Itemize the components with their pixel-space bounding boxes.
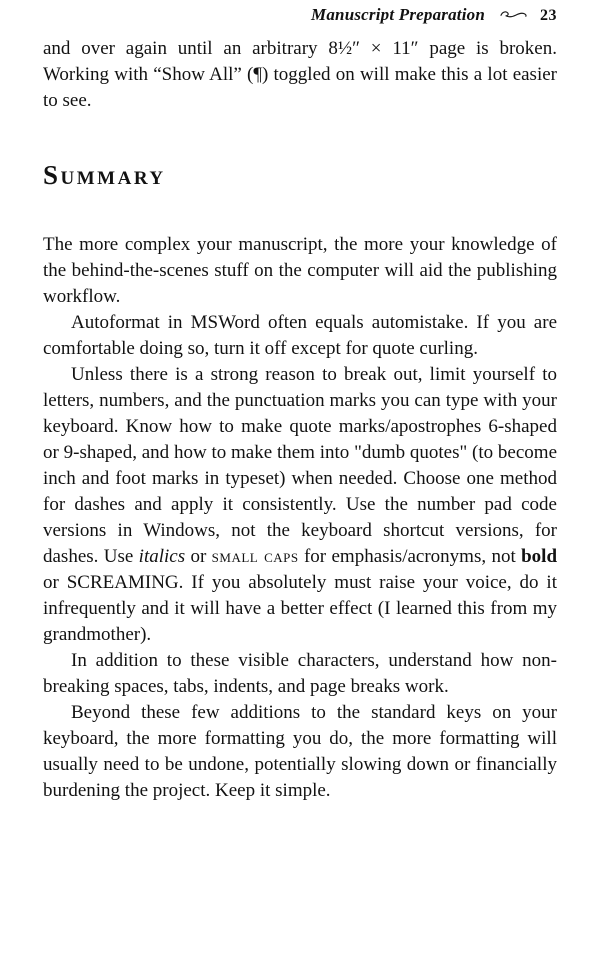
swash-fleuron-icon (500, 6, 527, 24)
text-run: Unless there is a strong reason to break out, limit yourself to letters, numbers, and the punctuation marks you can type with your keyboard. Know how to make quote marks/apostrophes 6-shaped or 9-shaped, and how to make them into "dumb quotes" (to become inch and foot marks in typeset) when needed. Choose one method for dashes and apply it consistently. Use the number pad code versions in Windows, not the keyboard shortcut versions, for dashes. Use (43, 364, 557, 567)
text-run: In addition to these visible characters, understand how non-breaking spaces, tabs, indents, and page breaks work. (43, 650, 557, 697)
section-heading: Summary (43, 160, 166, 190)
smallcaps-text-run: small caps (211, 546, 299, 567)
page-body (43, 30, 557, 804)
page-number: 23 (540, 7, 557, 24)
running-head (0, 5, 557, 25)
continuation-text (43, 36, 557, 114)
bold-text-run: bold (521, 546, 558, 567)
text-run: or SCREAMING. If you absolutely must raise your voice, do it infrequently and it will have a better effect (I learned this from my grandmother). (43, 572, 557, 645)
paragraph (43, 648, 557, 700)
text-run: Beyond these few additions to the standard keys on your keyboard, the more formatting you do, the more formatting will usually need to be undone, potentially slowing down or financially burdening the project. Keep it simple. (43, 702, 557, 801)
paragraph (43, 36, 557, 114)
text-run: and over again until an arbitrary 8½″ × 11″ page is broken. Working with “Show All” (¶) toggled on will make this a lot easier to see. (43, 38, 557, 111)
text-run: for emphasis/acronyms, not (298, 546, 522, 567)
summary-section-text (43, 232, 557, 804)
paragraph (43, 310, 557, 362)
paragraph (43, 700, 557, 804)
paragraph (43, 362, 557, 648)
text-run: or (185, 546, 212, 567)
text-run: The more complex your manuscript, the more your knowledge of the behind-the-scenes stuff on the computer will aid the publishing workflow. (43, 234, 557, 307)
text-run: Autoformat in MSWord often equals automistake. If you are comfortable doing so, turn it off except for quote curling. (43, 312, 557, 359)
italic-text-run: italics (138, 546, 186, 567)
running-head-title: Manuscript Preparation (311, 5, 485, 24)
paragraph (43, 232, 557, 310)
